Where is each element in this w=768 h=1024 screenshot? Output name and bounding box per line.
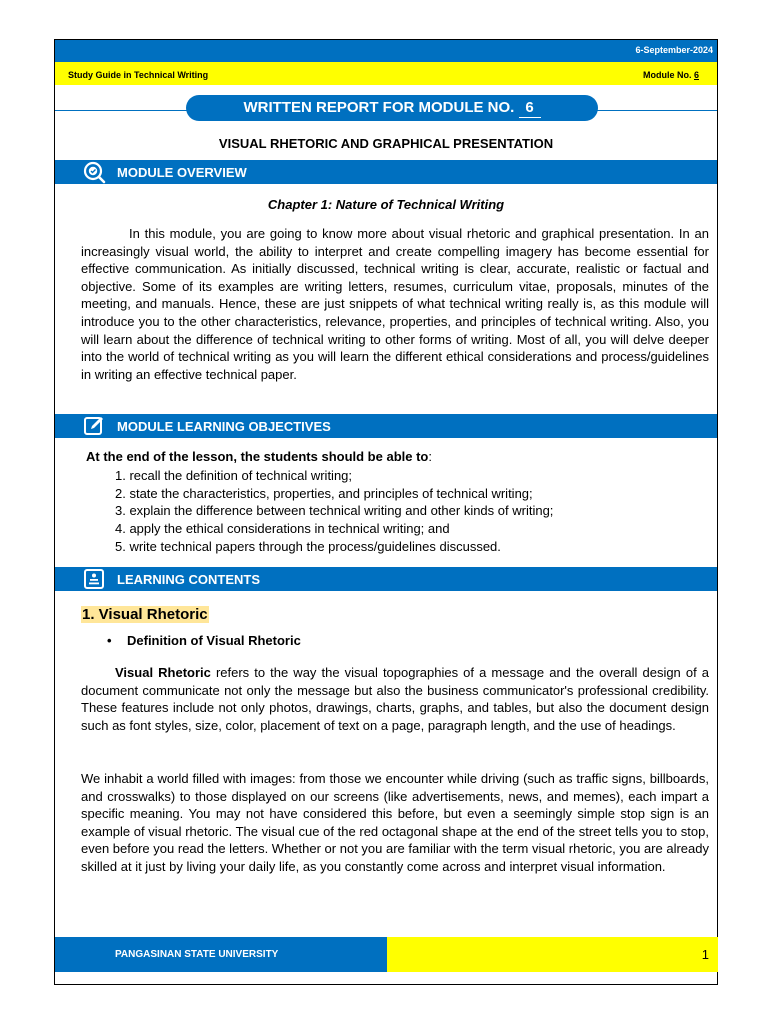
objectives-intro-colon: : bbox=[428, 449, 432, 464]
report-module-number: 6 bbox=[519, 99, 541, 118]
report-title-text: WRITTEN REPORT FOR MODULE NO. bbox=[243, 99, 515, 116]
report-title bbox=[186, 95, 598, 121]
university-name: PANGASINAN STATE UNIVERSITY bbox=[115, 949, 279, 960]
guide-bar bbox=[55, 62, 717, 85]
footer-page-bar bbox=[387, 937, 718, 972]
module-number-label bbox=[643, 70, 699, 80]
document-date: 6-September-2024 bbox=[635, 45, 713, 55]
objectives-list bbox=[115, 467, 553, 556]
module-overview-header bbox=[55, 160, 717, 184]
document-list-icon bbox=[82, 567, 106, 591]
module-subtitle: VISUAL RHETORIC AND GRAPHICAL PRESENTATION bbox=[218, 136, 554, 151]
edit-pencil-icon bbox=[82, 414, 106, 438]
visual-world-paragraph: We inhabit a world filled with images: from those we encounter while driving (such as traffic signs, billboards, and crosswalks) to those displayed on our screens (like advertisements, news, and memes), each impart a specific meaning. You may not have considered this before, but even a seemingly simple stop sign is an example of visual rhetoric. The visual cue of the red octagonal shape at the end of the street tells you to stop, even before you read the letters. Whether or not you are familiar with the term visual rhetoric, you are already skilled at it just by living your daily life, as you constantly come across and interpret visual information. bbox=[81, 771, 709, 874]
page-number: 1 bbox=[701, 947, 709, 962]
module-label-text: Module No. bbox=[642, 70, 692, 80]
objective-item: 5. write technical papers through the process/guidelines discussed. bbox=[115, 538, 501, 554]
objective-item: 2. state the characteristics, properties, and principles of technical writing; bbox=[115, 485, 533, 501]
objective-item: 1. recall the definition of technical writing; bbox=[115, 468, 353, 483]
visual-rhetoric-paragraph bbox=[81, 664, 709, 734]
date-bar bbox=[55, 40, 717, 62]
objectives-intro-text: At the end of the lesson, the students should be able to bbox=[86, 449, 429, 464]
chapter-title: Chapter 1: Nature of Technical Writing bbox=[267, 197, 505, 212]
visual-rhetoric-definition: refers to the way the visual topographies of a message and the overall design of a document communicate not only the message but also the business communicator's professional credibility. These features include not only photos, drawings, charts, graphs, and tables, but also the document design such as font styles, size, color, placement of text on a page, paragraph length, and the use of headings. bbox=[81, 665, 709, 733]
visual-rhetoric-heading: 1. Visual Rhetoric bbox=[82, 606, 208, 623]
objective-item: 3. explain the difference between technical writing and other kinds of writing; bbox=[115, 503, 554, 519]
bullet-dot: • bbox=[107, 633, 112, 648]
objective-item: 4. apply the ethical considerations in technical writing; and bbox=[115, 521, 450, 537]
definition-bullet-text: Definition of Visual Rhetoric bbox=[127, 633, 301, 648]
magnifier-badge-icon bbox=[82, 160, 106, 184]
module-overview-label: MODULE OVERVIEW bbox=[117, 165, 247, 180]
study-guide-title: Study Guide in Technical Writing bbox=[68, 70, 209, 80]
objectives-intro bbox=[86, 449, 432, 464]
learning-contents-label: LEARNING CONTENTS bbox=[117, 572, 260, 587]
visual-rhetoric-term: Visual Rhetoric bbox=[115, 665, 211, 680]
document-page bbox=[54, 39, 718, 985]
overview-paragraph: In this module, you are going to know more about visual rhetoric and graphical presentation. In an increasingly visual world, the ability to interpret and create compelling imagery has become essential for effective communication. As initially discussed, technical writing is clear, accurate, realistic or factual and objective. Some of its examples are writing letters, resumes, curriculum vitae, proposals, minutes of the meeting, and manuals. Hence, these are just snippets of what technical writing really is, as this module will introduce you to the other characteristics, relevance, properties, and principles of technical writing. Also, you will learn about the difference of technical writing to other forms of writing. Most of all, you will delve deeper into the world of technical writing as you will learn the different ethical considerations and process/guidelines in writing an effective technical paper. bbox=[81, 226, 709, 382]
module-number-value: 6 bbox=[693, 70, 699, 80]
definition-bullet bbox=[107, 633, 301, 648]
learning-contents-header bbox=[55, 567, 717, 591]
footer-university-bar bbox=[55, 937, 387, 972]
learning-objectives-label: MODULE LEARNING OBJECTIVES bbox=[117, 419, 331, 434]
learning-objectives-header bbox=[55, 414, 717, 438]
